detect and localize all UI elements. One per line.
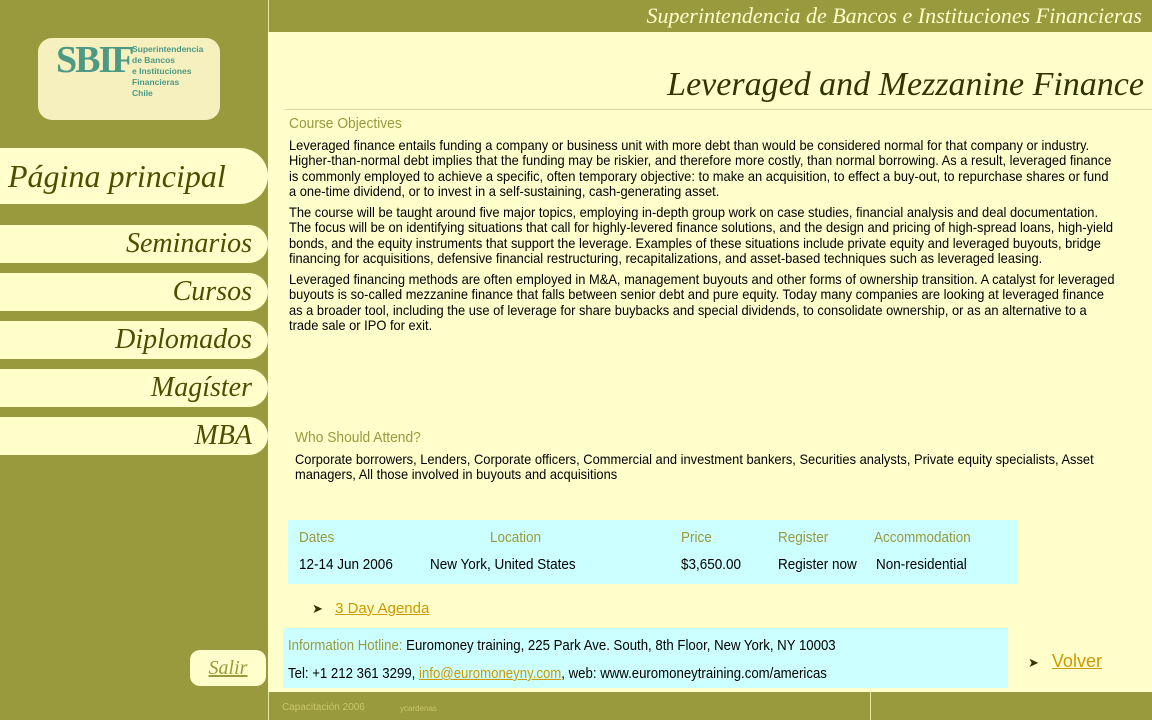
table-cell-price: $3,650.00	[681, 556, 742, 573]
exit-button[interactable]: Salir	[190, 650, 266, 686]
footer-divider	[268, 692, 269, 720]
top-banner	[0, 0, 1152, 32]
table-header-price: Price	[681, 529, 712, 546]
hotline-line-2	[288, 665, 827, 682]
nav-home[interactable]: Página principal	[0, 148, 268, 204]
nav-cursos[interactable]: Cursos	[0, 273, 268, 311]
nav-diplomados[interactable]: Diplomados	[0, 321, 268, 359]
table-cell-location: New York, United States	[430, 556, 576, 573]
course-objectives	[289, 115, 1115, 339]
footer-bar	[0, 692, 1152, 720]
sidebar	[0, 32, 268, 692]
objectives-heading: Course Objectives	[289, 115, 402, 132]
institution-title: Superintendencia de Bancos e Instituciones Financieras	[646, 3, 1142, 28]
schedule-table	[288, 520, 1018, 584]
banner-divider	[268, 0, 269, 32]
nav-seminarios[interactable]: Seminarios	[0, 225, 268, 263]
back-link[interactable]: Volver	[1051, 651, 1102, 671]
arrow-bullet-icon: ➤	[1028, 655, 1039, 670]
nav-magister[interactable]: Magíster	[0, 369, 268, 407]
sbif-logo	[38, 38, 220, 120]
email-link[interactable]: info@euromoneyny.com	[419, 665, 562, 682]
hotline-web: , web: www.euromoneytraining.com/americas	[561, 665, 827, 682]
objectives-paragraph: The course will be taught around five major topics, employing in-depth group work on case studies, financial analysis and deal documentation. The focus will be on identifying situations that call for highly-levered finance solutions, and the design and pricing of high-spread loans, high-yield bonds, and the equity instruments that support the leverage. Examples of these situations include private equity and leveraged buyouts, bridge financing for acquisitions, defensive financial restructuring, recapitalizations, and asset-based techniques such as leveraged leasing.	[289, 203, 1114, 266]
table-header-dates: Dates	[299, 529, 335, 546]
attend-heading: Who Should Attend?	[295, 429, 421, 446]
title-divider	[285, 109, 1152, 110]
footer-user: ycardenas	[400, 704, 437, 713]
hotline-tel: Tel: +1 212 361 3299,	[288, 665, 420, 682]
table-cell-accommodation: Non-residential	[876, 556, 967, 573]
nav-mba[interactable]: MBA	[0, 417, 268, 455]
hotline-label: Information Hotline:	[288, 637, 403, 654]
attend-text: Corporate borrowers, Lenders, Corporate officers, Commercial and investment bankers, Securities analysts, Private equity specialists, Asset managers, All those involved in buyouts and acquisitions	[295, 450, 1094, 482]
logo-text: Superintendencia de Bancos e Instituciones Financieras Chile	[132, 44, 204, 98]
table-header-location: Location	[490, 529, 542, 546]
footer-caption: Capacitación 2006	[282, 702, 365, 713]
who-should-attend	[295, 430, 1141, 483]
back-item	[1028, 651, 1102, 672]
hotline-line-1	[288, 637, 836, 654]
agenda-item	[312, 600, 429, 617]
logo-mark: SBIF	[56, 39, 133, 81]
information-hotline	[283, 628, 1008, 688]
table-cell-dates: 12-14 Jun 2006	[299, 556, 393, 573]
objectives-paragraph: Leveraged finance entails funding a company or business unit with more debt than would be considered normal for that company or industry. Higher-than-normal debt implies that the funding may be riskier, and therefore more costly, than normal borrowing. As a result, leveraged finance is commonly employed to achieve a specific, often temporary objective: to make an acquisition, to effect a buy-out, to repurchase shares or fund a one-time dividend, or to invest in a self-sustaining, cash-generating asset.	[289, 136, 1112, 199]
register-now-link[interactable]: Register now	[778, 556, 857, 573]
hotline-address: Euromoney training, 225 Park Ave. South, 8th Floor, New York, NY 10003	[402, 637, 836, 654]
objectives-paragraph: Leveraged financing methods are often employed in M&A, management buyouts and other forms of ownership transition. A catalyst for leveraged buyouts is so-called mezzanine finance that falls between senior debt and pure equity. Today many companies are looking at leveraged finance as a broader tool, including the use of leverage for share buybacks and special dividends, to consolidate ownership, or as an alternative to a trade sale or IPO for exit.	[289, 270, 1115, 333]
agenda-link[interactable]: 3 Day Agenda	[335, 600, 430, 617]
arrow-bullet-icon: ➤	[312, 601, 323, 616]
table-header-accommodation: Accommodation	[874, 529, 971, 546]
footer-divider	[870, 692, 871, 720]
table-header-register: Register	[778, 529, 829, 546]
page-title: Leveraged and Mezzanine Finance	[667, 66, 1144, 103]
